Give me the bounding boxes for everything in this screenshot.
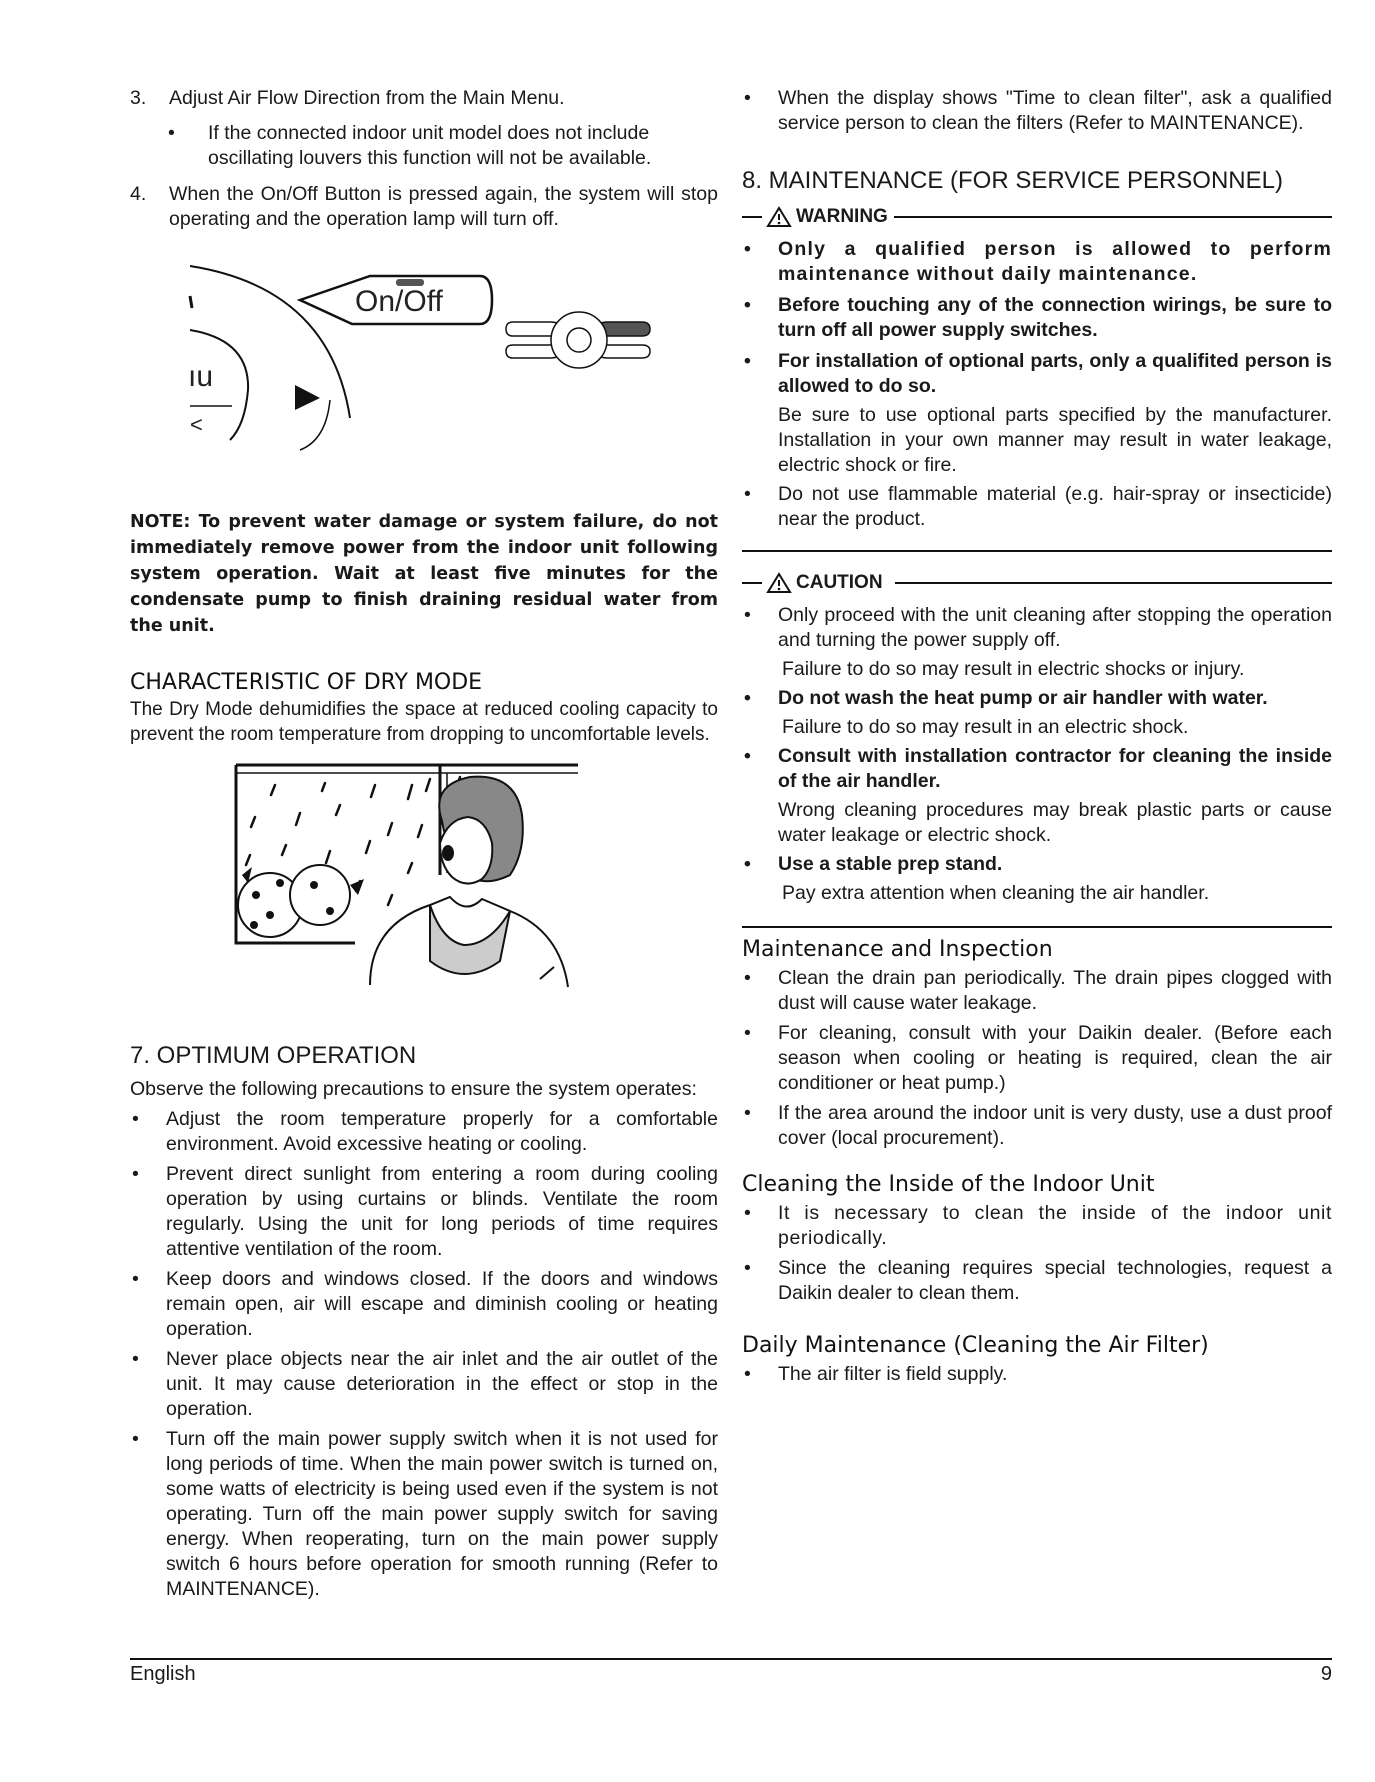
bullet: • <box>744 87 751 109</box>
page-footer <box>130 1658 1332 1687</box>
list-item <box>742 1101 1332 1151</box>
step-number: 3. <box>130 87 147 109</box>
step-3 <box>130 86 718 111</box>
list-item-text: Prevent direct sunlight from entering a room during cooling operation by using curtains or blinds. Ventilate the room regularly. Using the unit for long periods of time requires attentive ventilation of the room. <box>166 1163 718 1260</box>
list-item <box>130 1267 718 1342</box>
list-item <box>742 349 1332 399</box>
page-number: 9 <box>1320 1663 1332 1685</box>
bullet: • <box>132 1163 139 1185</box>
bullet: • <box>744 853 751 875</box>
warning-triangle-icon <box>766 572 792 594</box>
bullet: • <box>744 1102 751 1124</box>
list-item <box>742 686 1332 711</box>
list-item <box>742 744 1332 794</box>
menu-fragment: ıu <box>188 360 214 393</box>
bullet: • <box>744 483 751 505</box>
warning-triangle-icon <box>766 206 792 228</box>
list-item-detail: Failure to do so may result in an electric shock. <box>782 716 1189 738</box>
optimum-list <box>130 1107 718 1602</box>
list-item-text: If the area around the indoor unit is very dusty, use a dust proof cover (local procurement). <box>778 1102 1332 1149</box>
dry-mode-illustration <box>130 755 718 1015</box>
bullet: • <box>744 745 751 767</box>
list-item-text: The air filter is field supply. <box>778 1363 1008 1385</box>
dpad-center <box>567 328 591 352</box>
list-item-text: Before touching any of the connection wirings, be sure to turn off all power supply switches. <box>778 294 1332 341</box>
list-item-text: Use a stable prep stand. <box>778 853 1003 875</box>
filter-notice <box>742 86 1332 136</box>
bullet: • <box>168 122 175 144</box>
list-item-text: Since the cleaning requires special technologies, request a Daikin dealer to clean them. <box>778 1257 1332 1304</box>
warning-banner <box>742 204 1332 229</box>
bullet: • <box>132 1348 139 1370</box>
list-item <box>130 1427 718 1602</box>
bullet: • <box>132 1108 139 1130</box>
bullet: • <box>744 687 751 709</box>
step-number: 4. <box>130 183 147 205</box>
divider <box>742 550 1332 552</box>
list-item-detail: Pay extra attention when cleaning the air handler. <box>782 882 1210 904</box>
step-text: When the On/Off Button is pressed again, the system will stop operating and the operation lamp will turn off. <box>169 183 718 230</box>
play-icon <box>295 385 320 410</box>
list-item-detail: Failure to do so may result in electric shocks or injury. <box>782 658 1245 680</box>
step-3-note <box>130 121 718 171</box>
bullet: • <box>744 350 751 372</box>
list-item-text: Do not wash the heat pump or air handler with water. <box>778 687 1268 709</box>
maintenance-inspection-heading: Maintenance and Inspection <box>742 937 1053 962</box>
list-item <box>742 482 1332 532</box>
list-item-text: Consult with installation contractor for cleaning the inside of the air handler. <box>778 745 1332 792</box>
optimum-operation-heading: 7. OPTIMUM OPERATION <box>130 1042 417 1069</box>
bullet: • <box>744 604 751 626</box>
bullet: • <box>744 294 751 316</box>
list-item <box>742 1021 1332 1096</box>
bullet: • <box>744 967 751 989</box>
bullet: • <box>744 1363 751 1385</box>
filter-notice-text: When the display shows "Time to clean filter", ask a qualified service person to clean the filters (Refer to MAINTENANCE). <box>778 87 1332 134</box>
list-item <box>130 1347 718 1422</box>
list-item-text: For installation of optional parts, only a qualifited person is allowed to do so. <box>778 350 1332 397</box>
list-item-detail: Wrong cleaning procedures may break plastic parts or cause water leakage or electric shock. <box>778 799 1332 846</box>
list-item-detail: Be sure to use optional parts specified by the manufacturer. Installation in your own manner may result in water leakage, electric shock or fire. <box>778 404 1332 476</box>
list-item-text: Turn off the main power supply switch when it is not used for long periods of time. When the main power switch is turned on, some watts of electricity is being used even if the system is not operating. Turn off the main power supply switch for saving energy. When reoperating, turn on the main power supply switch 6 hours before operation for smooth running (Refer to MAINTENANCE). <box>166 1428 718 1600</box>
list-item <box>742 293 1332 343</box>
footer-language: English <box>130 1663 196 1685</box>
list-item <box>742 1201 1332 1251</box>
list-item <box>130 1107 718 1157</box>
list-item <box>742 1362 1332 1387</box>
list-item <box>742 237 1332 287</box>
step-text: Adjust Air Flow Direction from the Main Menu. <box>169 87 565 109</box>
list-item-text: Never place objects near the air inlet and the air outlet of the unit. It may cause deterioration in the effect or stop in the operation. <box>166 1348 718 1420</box>
list-item <box>742 966 1332 1016</box>
bullet: • <box>744 1202 752 1224</box>
bullet: • <box>744 1257 751 1279</box>
list-item-text: Do not use flammable material (e.g. hair-spray or insecticide) near the product. <box>778 483 1332 530</box>
bullet: • <box>744 1022 751 1044</box>
dry-mode-text: The Dry Mode dehumidifies the space at reduced cooling capacity to prevent the room temperature from dropping to uncomfortable levels. <box>130 699 718 745</box>
list-item-text: It is necessary to clean the inside of the indoor unit periodically. <box>778 1202 1332 1249</box>
optimum-intro: Observe the following precautions to ensure the system operates: <box>130 1078 697 1100</box>
warning-label: WARNING <box>796 206 888 227</box>
chevron-fragment: < <box>190 412 203 437</box>
list-item-text: For cleaning, consult with your Daikin dealer. (Before each season when cooling or heating is required, clean the air conditioner or heat pump.) <box>778 1022 1332 1094</box>
right-column <box>742 86 1332 1387</box>
warning-list <box>742 237 1332 532</box>
rain-window-drawing <box>130 755 718 1015</box>
step-4 <box>130 182 718 232</box>
list-item-text: Only a qualified person is allowed to perform maintenance without daily maintenance. <box>778 238 1332 285</box>
list-item <box>742 603 1332 653</box>
bullet: • <box>132 1268 139 1290</box>
bullet: • <box>744 238 753 260</box>
caution-banner <box>742 570 1332 595</box>
maintenance-inspection-list <box>742 966 1332 1151</box>
note-text: If the connected indoor unit model does not include oscillating louvers this function will not be available. <box>208 122 652 169</box>
list-item-text: Only proceed with the unit cleaning after stopping the operation and turning the power supply off. <box>778 604 1332 651</box>
onoff-label: On/Off <box>355 285 443 318</box>
caution-list <box>742 603 1332 906</box>
remote-illustration <box>130 240 718 500</box>
daily-maintenance-list <box>742 1362 1332 1387</box>
list-item-text: Clean the drain pan periodically. The drain pipes clogged with dust will cause water leakage. <box>778 967 1332 1014</box>
list-item <box>742 852 1332 877</box>
list-item <box>130 1162 718 1262</box>
bullet: • <box>132 1428 139 1450</box>
caution-label: CAUTION <box>796 572 883 593</box>
cleaning-inside-list <box>742 1201 1332 1306</box>
left-column <box>130 86 718 1602</box>
cleaning-inside-heading: Cleaning the Inside of the Indoor Unit <box>742 1172 1155 1197</box>
list-item-text: Keep doors and windows closed. If the doors and windows remain open, air will escape and diminish cooling or heating operation. <box>166 1268 718 1340</box>
maintenance-heading: 8. MAINTENANCE (FOR SERVICE PERSONNEL) <box>742 167 1283 194</box>
remote-drawing <box>130 240 718 500</box>
daily-maintenance-heading: Daily Maintenance (Cleaning the Air Filter) <box>742 1333 1209 1358</box>
list-item <box>742 1256 1332 1306</box>
divider <box>742 926 1332 928</box>
dry-mode-heading: CHARACTERISTIC OF DRY MODE <box>130 670 483 695</box>
list-item-text: Adjust the room temperature properly for a comfortable environment. Avoid excessive heating or cooling. <box>166 1108 718 1155</box>
note-paragraph: NOTE: To prevent water damage or system failure, do not immediately remove power from the indoor unit following system operation. Wait at least five minutes for the condensate pump to finish draining residual water from the unit. <box>130 512 718 636</box>
